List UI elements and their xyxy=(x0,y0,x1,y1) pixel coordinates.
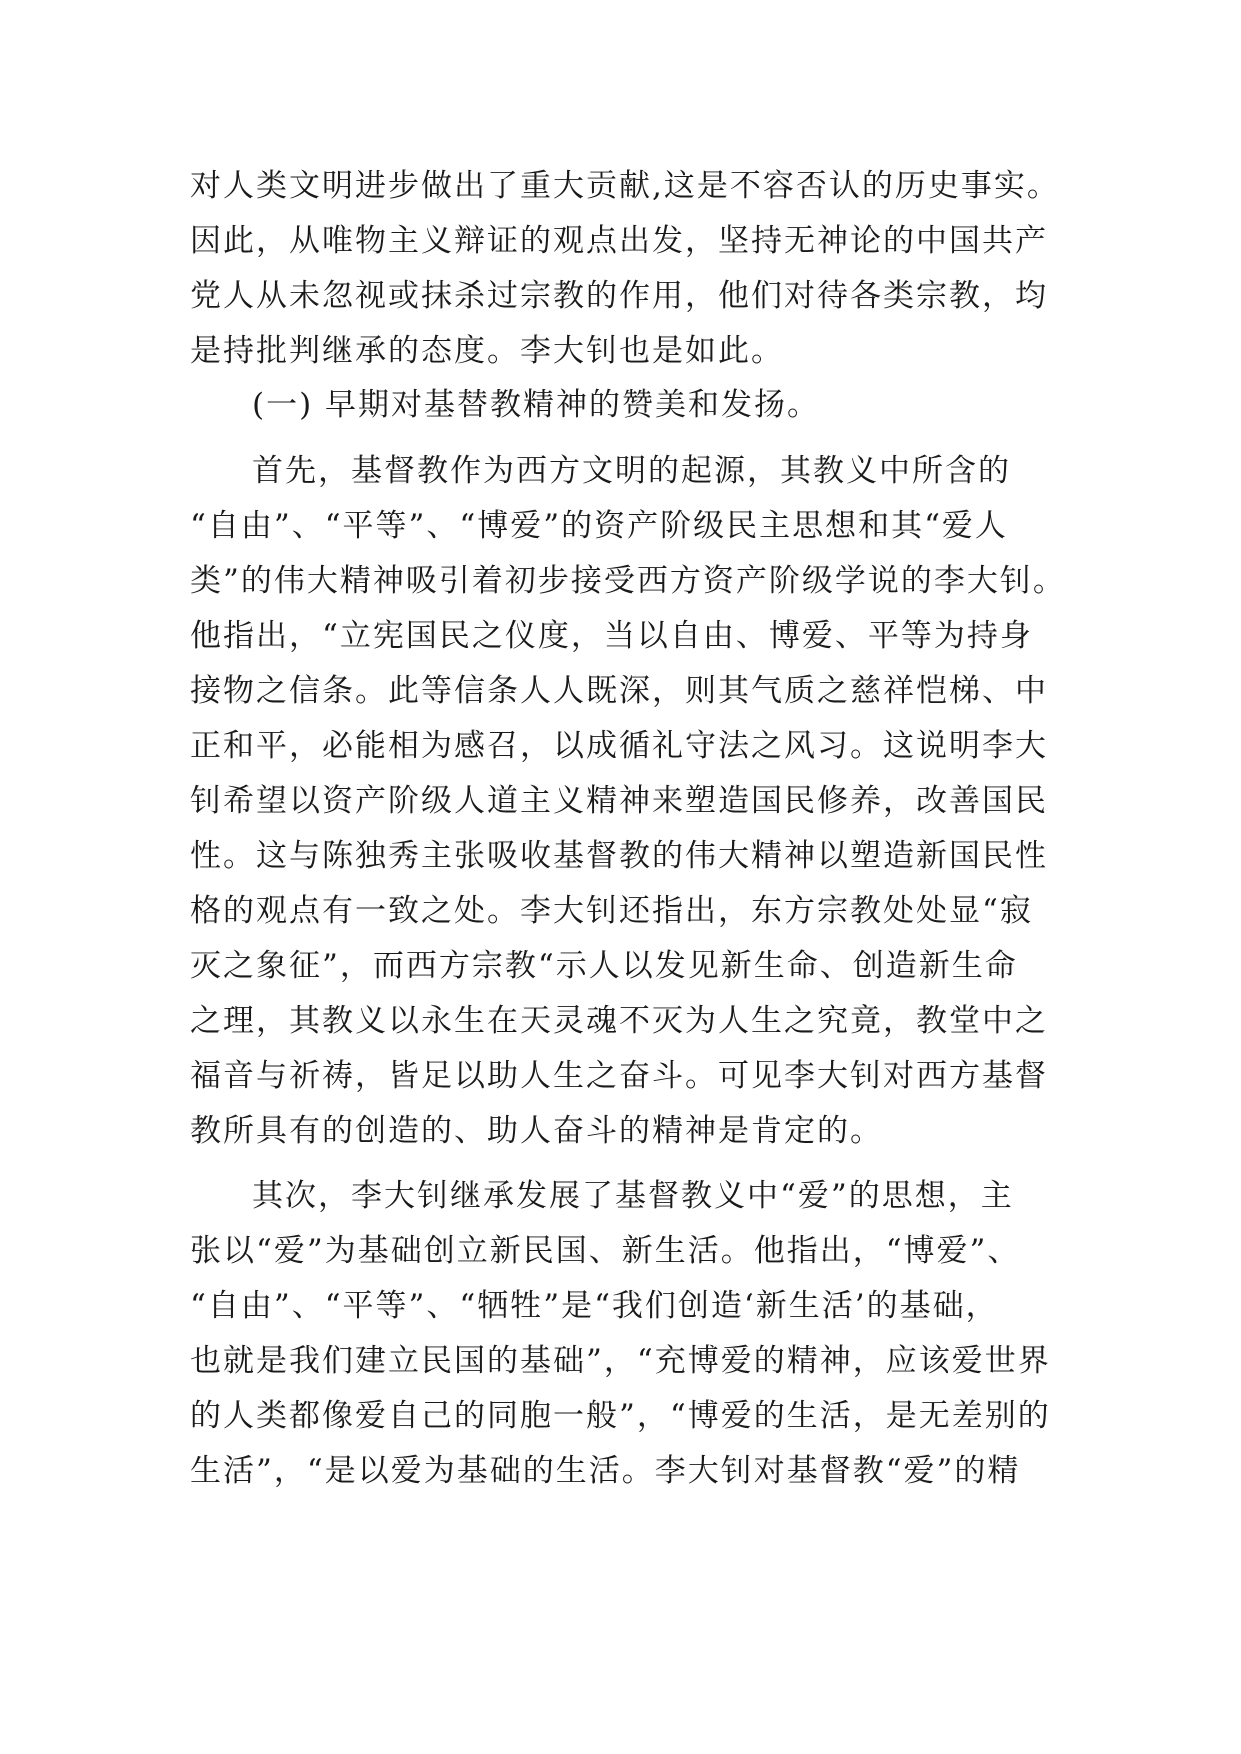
text-line: 党人从未忽视或抹杀过宗教的作用，他们对待各类宗教，均 xyxy=(190,278,1048,314)
text-line: 也就是我们建立民国的基础”，“充博爱的精神，应该爱世界 xyxy=(190,1343,1051,1379)
text-line: 接物之信条。此等信条人人既深，则其气质之慈祥恺梯、中 xyxy=(190,673,1048,709)
text-line: 福音与祈祷，皆足以助人生之奋斗。可见李大钊对西方基督 xyxy=(190,1058,1048,1094)
text-line: 教所具有的创造的、助人奋斗的精神是肯定的。 xyxy=(190,1113,883,1149)
text-line: 因此，从唯物主义辩证的观点出发，坚持无神论的中国共产 xyxy=(190,223,1048,259)
text-line: 性。这与陈独秀主张吸收基督教的伟大精神以塑造新国民性 xyxy=(190,838,1048,874)
text-line: 钊希望以资产阶级人道主义精神来塑造国民修养，改善国民 xyxy=(190,783,1048,819)
text-line: 其次，李大钊继承发展了基督教义中“爱”的思想，主 xyxy=(252,1178,1014,1214)
text-line: 格的观点有一致之处。李大钊还指出，东方宗教处处显“寂 xyxy=(190,893,1033,929)
text-line: 他指出，“立宪国民之仪度，当以自由、博爱、平等为持身 xyxy=(190,618,1033,654)
text-line: “自由”、“平等”、“博爱”的资产阶级民主思想和其“爱人 xyxy=(190,508,1008,544)
text-line: 之理，其教义以永生在天灵魂不灭为人生之究竟，教堂中之 xyxy=(190,1003,1048,1039)
section-heading: (一) 早期对基替教精神的赞美和发扬。 xyxy=(252,387,821,423)
text-line: 类”的伟大精神吸引着初步接受西方资产阶级学说的李大钊。 xyxy=(190,563,1066,599)
text-line: 首先，基督教作为西方文明的起源，其教义中所含的 xyxy=(252,453,1011,489)
text-line: 正和平，必能相为感召，以成循礼守法之风习。这说明李大 xyxy=(190,728,1048,764)
text-line: 灭之象征”，而西方宗教“示人以发见新生命、创造新生命 xyxy=(190,948,1018,984)
text-line: 生活”，“是以爱为基础的生活。李大钊对基督教“爱”的精 xyxy=(190,1453,1021,1489)
text-line: 的人类都像爱自己的同胞一般”，“博爱的生活，是无差别的 xyxy=(190,1398,1051,1434)
text-line: “自由”、“平等”、“牺牲”是“我们创造‘新生活’的基础， xyxy=(190,1288,999,1324)
text-line: 对人类文明进步做出了重大贡献,这是不容否认的历史事实。 xyxy=(190,168,1060,204)
text-line: 张以“爱”为基础创立新民国、新生活。他指出，“博爱”、 xyxy=(190,1233,1021,1269)
text-line: 是持批判继承的态度。李大钊也是如此。 xyxy=(190,333,784,369)
